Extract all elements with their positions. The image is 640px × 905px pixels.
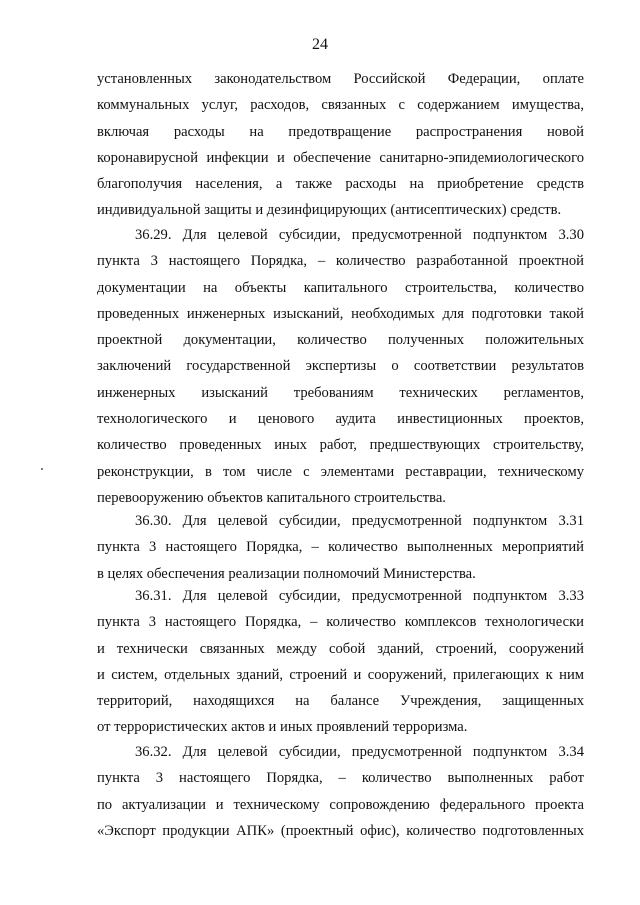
margin-speck [41, 468, 43, 470]
text-line: территорий, находящихся на балансе Учреждения, защищенных [97, 693, 584, 710]
text-line: пункта 3 настоящего Порядка, – количество выполненных мероприятий [97, 539, 584, 556]
page-number: 24 [312, 36, 328, 53]
text-line: «Экспорт продукции АПК» (проектный офис), количество подготовленных [97, 822, 584, 839]
text-line: реконструкции, в том числе с элементами реставрации, техническому [97, 463, 584, 480]
text-line: 36.31. Для целевой субсидии, предусмотренной подпунктом 3.33 [135, 588, 584, 604]
text-line: инженерных изысканий требованиям технических регламентов, [97, 384, 584, 401]
text-line: установленных законодательством Российской Федерации, оплате [97, 71, 584, 87]
text-line: в целях обеспечения реализации полномочий Министерства. [97, 565, 476, 582]
text-line: коронавирусной инфекции и обеспечение санитарно-эпидемиологического [97, 149, 584, 166]
text-line: заключений государственной экспертизы о соответствии результатов [97, 358, 584, 375]
text-line: пункта 3 настоящего Порядка, – количество разработанной проектной [97, 253, 584, 270]
text-line: технологического и ценового аудита инвестиционных проектов, [97, 411, 584, 428]
text-line: коммунальных услуг, расходов, связанных с содержанием имущества, [97, 97, 584, 114]
text-line: пункта 3 настоящего Порядка, – количество комплексов технологически [97, 614, 584, 631]
paragraph-continuation [97, 66, 584, 224]
paragraph-36-32 [97, 739, 584, 844]
paragraph-36-30 [97, 508, 584, 587]
text-line: пункта 3 настоящего Порядка, – количество выполненных работ [97, 770, 584, 787]
paragraph-36-29 [97, 222, 584, 511]
text-line: перевооружению объектов капитального строительства. [97, 489, 446, 506]
text-line: от террористических актов и иных проявлений терроризма. [97, 719, 468, 736]
text-line: 36.29. Для целевой субсидии, предусмотренной подпунктом 3.30 [135, 227, 584, 243]
text-line: и систем, отдельных зданий, строений и сооружений, прилегающих к ним [97, 666, 584, 683]
text-line: проведенных инженерных изысканий, необходимых для подготовки такой [97, 305, 584, 322]
text-line: проектной документации, количество полученных положительных [97, 332, 584, 349]
text-line: количество проведенных иных работ, предшествующих строительству, [97, 437, 584, 454]
text-line: 36.32. Для целевой субсидии, предусмотренной подпунктом 3.34 [135, 744, 584, 760]
text-line: и технически связанных между собой зданий, строений, сооружений [97, 640, 584, 657]
paragraph-36-31 [97, 583, 584, 741]
text-line: документации на объекты капитального строительства, количество [97, 279, 584, 296]
text-line: 36.30. Для целевой субсидии, предусмотренной подпунктом 3.31 [135, 513, 584, 529]
text-line: включая расходы на предотвращение распространения новой [97, 123, 584, 140]
text-line: индивидуальной защиты и дезинфицирующих (антисептических) средств. [97, 202, 562, 219]
text-line: по актуализации и техническому сопровождению федерального проекта [97, 796, 584, 813]
text-line: благополучия населения, а также расходы на приобретение средств [97, 176, 584, 193]
